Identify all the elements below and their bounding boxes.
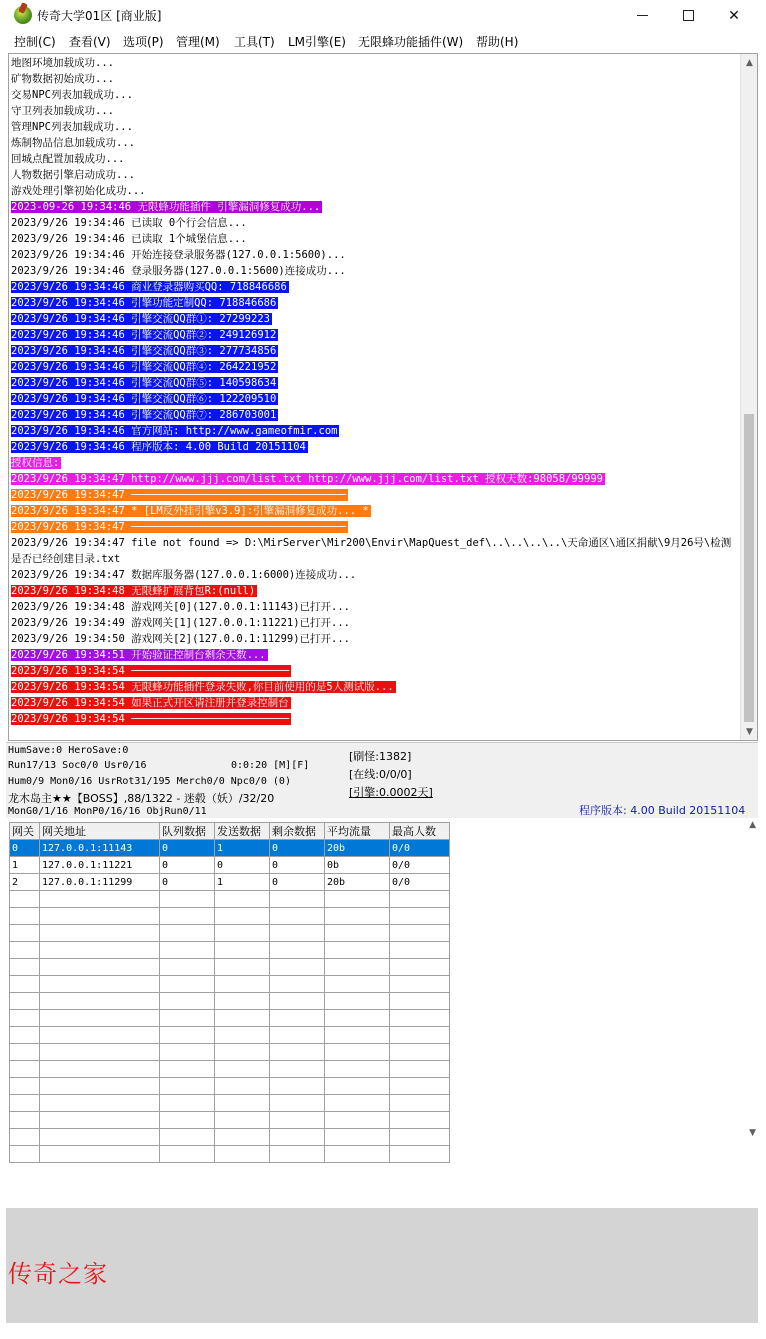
table-cell [325, 1095, 390, 1112]
menu-lm-engine[interactable]: LM引擎(E) [288, 35, 346, 49]
table-cell: 0 [270, 874, 325, 891]
log-line [11, 151, 739, 167]
table-cell [270, 976, 325, 993]
table-cell [390, 1146, 450, 1163]
app-icon [14, 6, 32, 24]
close-icon: ✕ [728, 7, 740, 24]
table-cell [215, 976, 270, 993]
table-cell [10, 908, 40, 925]
log-line-text: 2023/9/26 19:34:46 引擎交流QQ群⑥: 122209510 [11, 393, 277, 405]
table-cell [10, 1146, 40, 1163]
table-cell [10, 993, 40, 1010]
table-cell [160, 976, 215, 993]
table-cell [270, 1061, 325, 1078]
table-cell [325, 1061, 390, 1078]
table-cell [325, 1078, 390, 1095]
table-cell [390, 925, 450, 942]
table-cell [160, 1010, 215, 1027]
column-header[interactable]: 网关 [10, 823, 40, 840]
scroll-up-icon[interactable]: ▲ [746, 57, 753, 68]
table-cell [270, 1129, 325, 1146]
log-line [11, 55, 739, 71]
menu-control[interactable]: 控制(C) [14, 35, 56, 49]
table-row[interactable] [10, 1078, 450, 1095]
table-cell [40, 1146, 160, 1163]
log-line-text: 管理NPC列表加载成功... [11, 121, 133, 133]
log-line-text: 2023/9/26 19:34:47 ────────────────────────────────── [11, 521, 347, 533]
close-button[interactable] [711, 0, 757, 31]
log-line [11, 679, 739, 695]
log-line [11, 359, 739, 375]
log-line [11, 311, 739, 327]
table-cell [160, 925, 215, 942]
table-row[interactable] [10, 840, 450, 857]
scroll-thumb[interactable] [744, 414, 754, 722]
table-cell [160, 908, 215, 925]
table-cell [10, 976, 40, 993]
table-cell [390, 942, 450, 959]
table-cell [270, 908, 325, 925]
log-line-text: 2023/9/26 19:34:46 官方网站: http://www.gameofmir.com [11, 425, 338, 437]
table-cell [325, 925, 390, 942]
log-line-text: 2023/9/26 19:34:48 无限蜂扩展背包R:(null) [11, 585, 256, 597]
watermark: 传奇之家 [8, 1260, 108, 1288]
log-line-text: 2023/9/26 19:34:46 开始连接登录服务器(127.0.0.1:5600)... [11, 249, 346, 261]
table-cell [215, 1061, 270, 1078]
table-row[interactable] [10, 1095, 450, 1112]
table-cell [270, 1095, 325, 1112]
table-cell [270, 1027, 325, 1044]
table-cell [10, 1027, 40, 1044]
table-cell [215, 1129, 270, 1146]
table-row[interactable] [10, 874, 450, 891]
table-cell [390, 1112, 450, 1129]
table-cell [160, 1027, 215, 1044]
table-cell [40, 891, 160, 908]
table-row[interactable] [10, 993, 450, 1010]
table-cell [215, 1146, 270, 1163]
log-line-text: 2023/9/26 19:34:46 引擎交流QQ群③: 277734856 [11, 345, 277, 357]
table-cell: 1 [10, 857, 40, 874]
column-header[interactable]: 平均流量 [325, 823, 390, 840]
log-line-text: 2023/9/26 19:34:46 已读取 0个行会信息... [11, 217, 247, 229]
log-line [11, 455, 739, 471]
log-line [11, 263, 739, 279]
maximize-button[interactable] [665, 0, 711, 31]
table-cell [40, 942, 160, 959]
table-cell [10, 1010, 40, 1027]
table-cell: 0/0 [390, 857, 450, 874]
log-line-text: 2023/9/26 19:34:54 ───────────────────────── [11, 713, 290, 725]
table-row[interactable] [10, 1027, 450, 1044]
table-cell: 0 [270, 840, 325, 857]
gateway-table[interactable] [9, 822, 450, 1163]
log-line-text: 2023/9/26 19:34:51 开始验证控制台剩余天数... [11, 649, 266, 661]
table-cell [160, 891, 215, 908]
table-cell [390, 1044, 450, 1061]
log-line [11, 487, 739, 503]
table-cell [390, 1095, 450, 1112]
table-cell [10, 1078, 40, 1095]
log-line [11, 471, 739, 487]
log-line-text: 2023/9/26 19:34:46 引擎交流QQ群②: 249126912 [11, 329, 277, 341]
table-cell: 0 [270, 857, 325, 874]
log-line [11, 647, 739, 663]
table-cell [270, 1112, 325, 1129]
log-line [11, 183, 739, 199]
table-cell [40, 1061, 160, 1078]
log-line-text: 2023/9/26 19:34:46 引擎交流QQ群①: 27299223 [11, 313, 270, 325]
table-cell [325, 908, 390, 925]
log-line [11, 247, 739, 263]
table-row[interactable] [10, 1112, 450, 1129]
log-line [11, 423, 739, 439]
table-cell [40, 1129, 160, 1146]
log-line [11, 87, 739, 103]
log-line-text: 2023/9/26 19:34:49 游戏网关[1](127.0.0.1:11221)已打开... [11, 617, 351, 629]
table-cell [215, 891, 270, 908]
table-cell: 127.0.0.1:11143 [40, 840, 160, 857]
log-line-text: 2023/9/26 19:34:46 引擎功能定制QQ: 718846686 [11, 297, 277, 309]
status-mon: MonG0/1/16 MonP0/16/16 ObjRun0/11 [8, 806, 207, 817]
log-line [11, 599, 739, 615]
log-line [11, 71, 739, 87]
log-line-text: 2023/9/26 19:34:54 ───────────────────────── [11, 665, 290, 677]
log-line-text: 2023/9/26 19:34:54 无限蜂功能插件登录失败,你目前使用的是5人测试版... [11, 681, 394, 693]
table-row[interactable] [10, 908, 450, 925]
log-line [11, 615, 739, 631]
table-cell [270, 925, 325, 942]
bottom-panel [6, 1208, 758, 1323]
log-line [11, 375, 739, 391]
column-header[interactable]: 网关地址 [40, 823, 160, 840]
minimize-icon [637, 15, 648, 16]
log-line-text: 2023/9/26 19:34:46 商业登录器购买QQ: 718846686 [11, 281, 287, 293]
log-line-text: 2023/9/26 19:34:48 游戏网关[0](127.0.0.1:11143)已打开... [11, 601, 351, 613]
log-line [11, 231, 739, 247]
table-cell [215, 1095, 270, 1112]
table-cell: 0b [325, 857, 390, 874]
maximize-icon [683, 10, 694, 21]
log-line-text: 2023/9/26 19:34:47 ────────────────────────────────── [11, 489, 347, 501]
table-row[interactable] [10, 891, 450, 908]
table-row[interactable] [10, 1146, 450, 1163]
table-row[interactable] [10, 1129, 450, 1146]
table-cell [40, 1010, 160, 1027]
table-cell: 0/0 [390, 874, 450, 891]
table-cell [40, 1044, 160, 1061]
table-cell [40, 1027, 160, 1044]
log-line-text: 2023/9/26 19:34:46 登录服务器(127.0.0.1:5600)连接成功... [11, 265, 346, 277]
table-cell [215, 1027, 270, 1044]
status-engine-link[interactable]: [引擎:0.0002天] [349, 786, 433, 799]
column-header[interactable]: 发送数据 [215, 823, 270, 840]
log-line [11, 535, 739, 567]
table-cell [325, 891, 390, 908]
log-line-text: 人物数据引擎启动成功... [11, 169, 135, 181]
table-cell: 0 [160, 857, 215, 874]
table-cell [390, 1078, 450, 1095]
table-cell [10, 959, 40, 976]
menu-options[interactable]: 选项(P) [123, 35, 164, 49]
table-cell: 0 [160, 840, 215, 857]
table-cell [160, 1146, 215, 1163]
log-line-text: 地图环境加载成功... [11, 57, 114, 69]
gateway-table-header [10, 823, 450, 840]
log-line [11, 663, 739, 679]
column-header[interactable]: 剩余数据 [270, 823, 325, 840]
log-line [11, 711, 739, 727]
table-cell [270, 993, 325, 1010]
log-line [11, 343, 739, 359]
table-cell [160, 942, 215, 959]
table-cell [40, 908, 160, 925]
table-cell [325, 1112, 390, 1129]
table-cell [390, 1027, 450, 1044]
table-cell [270, 942, 325, 959]
table-cell: 20b [325, 840, 390, 857]
table-cell [215, 993, 270, 1010]
table-cell: 1 [215, 840, 270, 857]
log-line [11, 135, 739, 151]
log-line [11, 119, 739, 135]
table-cell [10, 1044, 40, 1061]
status-hum: Hum0/9 Mon0/16 UsrRot31/195 Merch0/0 Npc0/0 (0) [8, 776, 291, 787]
table-cell [10, 1129, 40, 1146]
grid-scroll-down-icon[interactable]: ▼ [749, 1128, 756, 1138]
gateway-grid[interactable] [6, 820, 758, 1208]
table-row[interactable] [10, 1044, 450, 1061]
table-cell [390, 993, 450, 1010]
log-line [11, 279, 739, 295]
log-scrollbar[interactable] [740, 54, 757, 740]
log-line [11, 503, 739, 519]
menu-view[interactable]: 查看(V) [69, 35, 111, 49]
menu-manage[interactable]: 管理(M) [176, 35, 220, 49]
log-line-text: 2023/9/26 19:34:46 引擎交流QQ群④: 264221952 [11, 361, 277, 373]
table-cell [40, 1095, 160, 1112]
table-cell: 0 [160, 874, 215, 891]
table-cell [215, 908, 270, 925]
log-line-text: 2023/9/26 19:34:46 已读取 1个城堡信息... [11, 233, 247, 245]
log-line-text: 2023/9/26 19:34:47 http://www.jjj.com/list.txt http://www.jjj.com/list.txt 授权天数:98058/99999 [11, 473, 603, 485]
log-line-text: 游戏处理引擎初始化成功... [11, 185, 146, 197]
table-cell [325, 959, 390, 976]
grid-scrollbar[interactable] [741, 820, 758, 1208]
table-cell [270, 1044, 325, 1061]
grid-scroll-up-icon[interactable]: ▲ [749, 820, 756, 830]
status-online: [在线:0/0/0] [349, 768, 412, 781]
table-cell [215, 925, 270, 942]
table-cell [390, 1061, 450, 1078]
log-line-text: 守卫列表加载成功... [11, 105, 114, 117]
table-cell [160, 1078, 215, 1095]
table-cell [325, 1010, 390, 1027]
table-cell [10, 925, 40, 942]
table-cell: 1 [215, 874, 270, 891]
log-line [11, 167, 739, 183]
table-cell [160, 1112, 215, 1129]
table-cell [390, 976, 450, 993]
table-cell [10, 1061, 40, 1078]
log-line [11, 295, 739, 311]
title-bar[interactable] [0, 0, 766, 31]
log-line-text: 交易NPC列表加载成功... [11, 89, 133, 101]
log-line-text: 2023/9/26 19:34:47 * [LM反外挂引擎v3.9]:引擎漏洞修复成功... * [11, 505, 369, 517]
table-cell [160, 959, 215, 976]
log-panel[interactable] [8, 53, 758, 741]
status-version: 程序版本: 4.00 Build 20151104 [579, 804, 746, 817]
table-cell [325, 1027, 390, 1044]
status-panel [6, 742, 758, 818]
table-cell [270, 959, 325, 976]
log-line [11, 631, 739, 647]
table-cell [10, 942, 40, 959]
table-cell [325, 976, 390, 993]
table-cell: 0/0 [390, 840, 450, 857]
status-save: HumSave:0 HeroSave:0 [8, 745, 129, 756]
log-line [11, 519, 739, 535]
table-row[interactable] [10, 925, 450, 942]
table-cell [160, 993, 215, 1010]
log-line [11, 215, 739, 231]
table-row[interactable] [10, 959, 450, 976]
column-header[interactable]: 队列数据 [160, 823, 215, 840]
menu-bar [0, 31, 766, 51]
log-line [11, 391, 739, 407]
log-line-text: 2023/9/26 19:34:47 file not found => D:\MirServer\Mir200\Envir\MapQuest_def\..\..\..\..\天命通区\通区捐献\9月26号\检测是否已经创建目录.txt [11, 537, 732, 565]
log-line [11, 199, 739, 215]
status-run: Run17/13 Soc0/0 Usr0/16 [8, 760, 147, 771]
log-line [11, 103, 739, 119]
log-line-text: 2023-09-26 19:34:46 无限蜂功能插件 引擎漏洞修复成功... [11, 201, 321, 213]
table-cell [325, 1129, 390, 1146]
table-cell [40, 1112, 160, 1129]
table-cell [40, 976, 160, 993]
table-cell: 20b [325, 874, 390, 891]
status-timer: 0:0:20 [M][F] [231, 760, 310, 771]
table-cell [390, 1010, 450, 1027]
table-row[interactable] [10, 942, 450, 959]
log-line-text: 2023/9/26 19:34:46 引擎交流QQ群⑦: 286703001 [11, 409, 277, 421]
log-line [11, 583, 739, 599]
log-line-text: 2023/9/26 19:34:46 程序版本: 4.00 Build 20151104 [11, 441, 306, 453]
table-cell [270, 1146, 325, 1163]
table-cell [390, 908, 450, 925]
log-line-text: 2023/9/26 19:34:50 游戏网关[2](127.0.0.1:11299)已打开... [11, 633, 351, 645]
window-title: 传奇大学01区 [商业版] [37, 9, 162, 23]
table-cell [40, 925, 160, 942]
table-cell [215, 1112, 270, 1129]
table-cell [160, 1061, 215, 1078]
table-cell [270, 1010, 325, 1027]
log-line-text: 授权信息: [11, 457, 60, 469]
table-cell [325, 942, 390, 959]
table-cell [10, 1112, 40, 1129]
table-cell [390, 1129, 450, 1146]
menu-help[interactable]: 帮助(H) [476, 35, 519, 49]
table-cell [10, 1095, 40, 1112]
table-cell: 127.0.0.1:11221 [40, 857, 160, 874]
table-row[interactable] [10, 1010, 450, 1027]
table-cell [270, 891, 325, 908]
table-row[interactable] [10, 857, 450, 874]
log-lines [11, 55, 739, 727]
scroll-down-icon[interactable]: ▼ [746, 726, 753, 737]
log-line-text: 矿物数据初始成功... [11, 73, 114, 85]
table-cell [215, 959, 270, 976]
menu-plugin[interactable]: 无限蜂功能插件(W) [358, 35, 464, 49]
log-line [11, 567, 739, 583]
table-cell [215, 1010, 270, 1027]
table-cell [40, 993, 160, 1010]
table-cell [160, 1129, 215, 1146]
log-line [11, 327, 739, 343]
table-row[interactable] [10, 976, 450, 993]
table-cell [325, 993, 390, 1010]
log-line-text: 2023/9/26 19:34:54 如果正式开区请注册并登录控制台 [11, 697, 289, 709]
table-cell: 0 [10, 840, 40, 857]
table-cell [160, 1095, 215, 1112]
menu-tools[interactable]: 工具(T) [234, 35, 275, 49]
table-cell [10, 891, 40, 908]
log-line-text: 炼制物品信息加载成功... [11, 137, 135, 149]
log-line-text: 2023/9/26 19:34:47 数据库服务器(127.0.0.1:6000)连接成功... [11, 569, 357, 581]
table-cell [40, 959, 160, 976]
table-cell: 0 [215, 857, 270, 874]
minimize-button[interactable] [619, 0, 665, 31]
table-cell: 2 [10, 874, 40, 891]
table-cell [325, 1044, 390, 1061]
column-header[interactable]: 最高人数 [390, 823, 450, 840]
log-line [11, 695, 739, 711]
table-cell [270, 1078, 325, 1095]
table-cell [215, 1044, 270, 1061]
table-row[interactable] [10, 1061, 450, 1078]
log-line [11, 407, 739, 423]
status-refresh: [刷怪:1382] [349, 750, 412, 763]
table-cell [390, 891, 450, 908]
log-line-text: 回城点配置加载成功... [11, 153, 125, 165]
table-cell [215, 942, 270, 959]
table-cell [390, 959, 450, 976]
log-line [11, 439, 739, 455]
log-line-text: 2023/9/26 19:34:46 引擎交流QQ群⑤: 140598634 [11, 377, 277, 389]
table-cell [160, 1044, 215, 1061]
table-cell [40, 1078, 160, 1095]
table-cell: 127.0.0.1:11299 [40, 874, 160, 891]
status-boss: 龙木岛主★★【BOSS】,88/1322 - 迷毂（妖）/32/20 [8, 792, 275, 805]
table-cell [215, 1078, 270, 1095]
table-cell [325, 1146, 390, 1163]
